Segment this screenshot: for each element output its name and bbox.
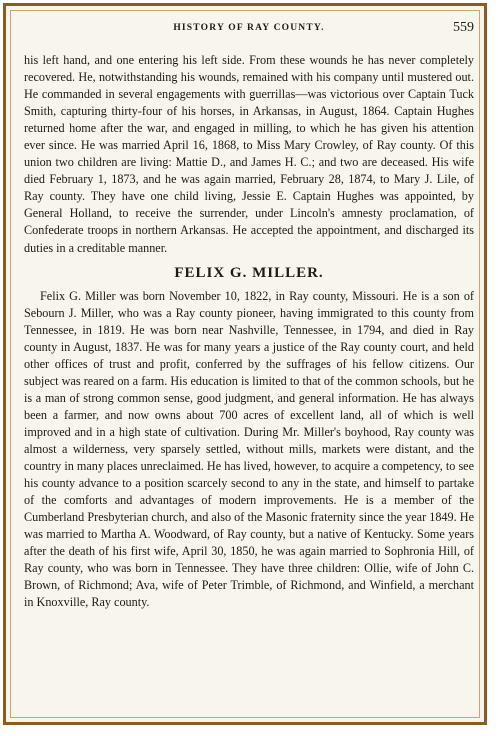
- running-title: HISTORY OF RAY COUNTY.: [173, 23, 325, 33]
- paragraph-hughes-continued: his left hand, and one entering his left side. From these wounds he has never completely recovered. He, notwithstanding his wounds, remained with his company until mustered out. He commanded in several engagements with guerrillas—was victorious over Captain Tuck Smith, capturing thirty-four of his horses, in Arkansas, in August, 1864. Captain Hughes returned home after the war, and engaged in milling, to which he has given his attention ever since. He was married April 16, 1868, to Miss Mary Crowley, of Ray county. Of this union two children are living: Mattie D., and James H. C.; and two are deceased. His wife died February 1, 1873, and he was again married, February 28, 1874, to Mary J. Lile, of Ray county. They have one child living, Jessie E. Captain Hughes was appointed, by General Holland, to receive the surrender, under Lincoln's amnesty proclamation, of Confederate troops in northern Arkansas. He accepted the appointment, and discharged its duties in a creditable manner.: [24, 53, 474, 255]
- section-heading: FELIX G. MILLER.: [174, 264, 324, 281]
- book-page: [24, 20, 474, 611]
- running-header: [24, 20, 474, 38]
- page-number: 559: [453, 20, 474, 35]
- paragraph-felix-miller: Felix G. Miller was born November 10, 1822, in Ray county, Missouri. He is a son of Sebourn J. Miller, who was a Ray county pioneer, having immigrated to this county from Tennessee, in 1819. He was born near Nashville, Tennessee, in 1794, and died in Ray county in August, 1837. He was for many years a justice of the Ray county court, and held other offices of trust and profit, conferred by the suffrages of his fellow citizens. Our subject was reared on a farm. His education is limited to that of the common schools, but he is a man of strong common sense, good judgment, and general information. He has always been a farmer, and now owns about 700 acres of excellent land, all of which is well improved and in a high state of cultivation. During Mr. Miller's boyhood, Ray county was almost a wilderness, very sparsely settled, without mills, markets were distant, and the country in many places unreclaimed. He has lived, however, to acquire a competency, to see his county advance to a position scarcely second to any in the state, and himself to partake of the comforts and advantages of modern improvements. He is a member of the Cumberland Presbyterian church, and also of the Masonic fraternity since the year 1849. He was married to Martha A. Woodward, of Ray county, but a native of Kentucky. Some years after the death of his first wife, April 30, 1850, he was again married to Sophronia Hill, of Ray county, who was born in Tennessee. They have three children: Ollie, wife of John C. Brown, of Richmond; Ava, wife of Peter Trimble, of Richmond, and Winfield, a merchant in Knoxville, Ray county.: [24, 288, 474, 610]
- page-frame: [3, 3, 487, 725]
